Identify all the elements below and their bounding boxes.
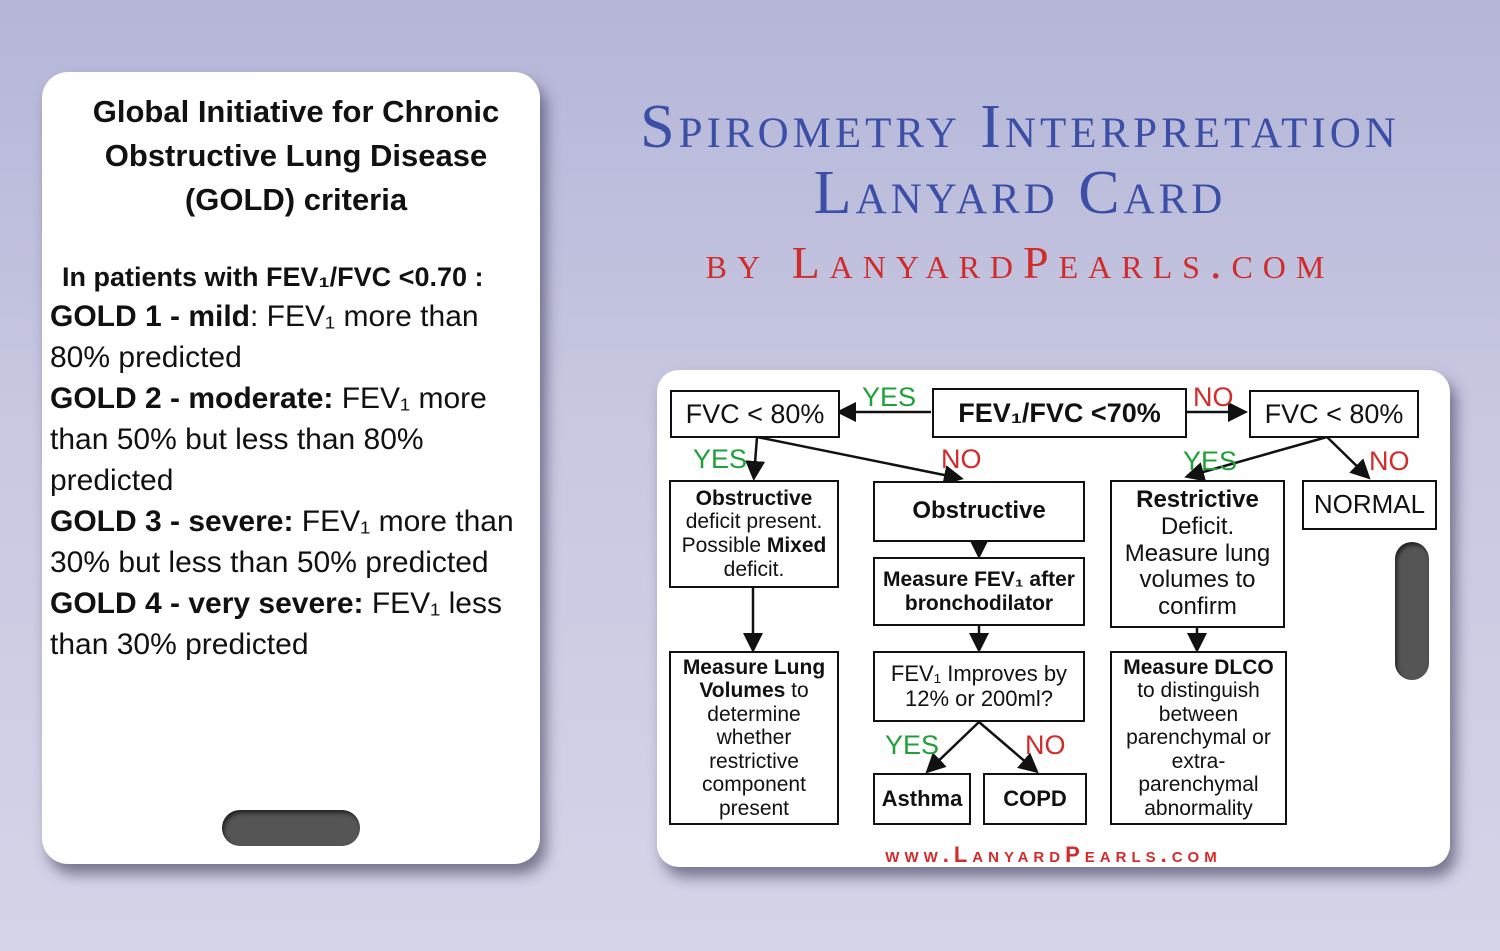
measure-lung-volumes-box (669, 651, 839, 825)
yes-label-left: YES (693, 444, 748, 474)
fvc-left-box: FVC < 80% (670, 390, 840, 438)
obstructive-box: Obstructive (873, 481, 1085, 542)
fev1-improves-box (873, 651, 1085, 722)
gold-intro: In patients with FEV₁/FVC <0.70 : (62, 262, 484, 292)
yes-label-improves: YES (885, 730, 940, 760)
fev1-improves-line1: FEV₁ Improves by (890, 660, 1068, 686)
no-label-improves: NO (1025, 730, 1066, 760)
gold-1-label: GOLD 1 - mild (50, 300, 251, 333)
obstructive-mixed-bold: Obstructive (695, 486, 813, 510)
asthma-box: Asthma (873, 773, 971, 825)
yes-label-top: YES (862, 382, 917, 412)
obstructive-mixed-pre: Possible (681, 534, 767, 557)
arrow-to-mixed (754, 437, 757, 476)
gold-criteria-list (50, 296, 536, 665)
restrictive-box (1110, 480, 1285, 628)
measure-fev1-box (873, 557, 1085, 626)
gold-2 (50, 378, 536, 501)
normal-box: NORMAL (1302, 480, 1437, 530)
obstructive-mixed-line2: deficit present. (685, 510, 823, 534)
gold-4 (50, 583, 536, 665)
measure-fev1-line2: bronchodilator (904, 591, 1054, 615)
measure-dlco-bold: Measure DLCO (1123, 655, 1274, 679)
no-label-right: NO (1369, 446, 1410, 476)
heading-byline: by LanyardPearls.com (705, 237, 1335, 288)
website-footer: www.LanyardPearls.com (885, 842, 1222, 867)
title-line-1: Global Initiative for Chronic (92, 94, 500, 129)
measure-dlco-box (1110, 651, 1287, 825)
gold-criteria-card (42, 72, 540, 864)
heading-line-1: Spirometry Interpretation (640, 93, 1400, 161)
restrictive-rest: Deficit. Measure lung volumes to confirm (1124, 512, 1271, 621)
gold-2-label: GOLD 2 - moderate: (50, 382, 334, 415)
measure-lung-rest: to determine whether restrictive component present (702, 679, 809, 820)
fev1-improves-line2: 12% or 200ml? (905, 685, 1053, 711)
lanyard-slot (222, 810, 360, 846)
title-line-3: (GOLD) criteria (184, 182, 408, 217)
gold-3-text: FEV₁ more than 30% but less than 50% predicted (50, 505, 514, 579)
measure-fev1-line1: Measure FEV₁ after (883, 567, 1075, 591)
no-label-left: NO (941, 444, 982, 474)
arrow-to-obstructive (757, 437, 959, 478)
copd-box: COPD (983, 773, 1087, 825)
gold-3-label: GOLD 3 - severe: (50, 505, 294, 538)
gold-2-text: FEV₁ more than 50% but less than 80% predicted (50, 382, 487, 497)
yes-label-right: YES (1183, 446, 1238, 476)
gold-1 (50, 296, 536, 378)
obstructive-mixed-line4: deficit. (723, 557, 785, 581)
spirometry-flowchart-card (657, 370, 1450, 867)
heading-line-2: Lanyard Card (813, 159, 1227, 227)
restrictive-bold: Restrictive (1136, 485, 1259, 513)
measure-lung-bold: Measure Lung Volumes (682, 655, 826, 703)
lanyard-slot-vertical (1395, 542, 1429, 680)
obstructive-mixed-mixed: Mixed (766, 534, 827, 557)
obstructive-mixed-box (669, 480, 839, 588)
measure-dlco-rest: to distinguish between parenchymal or extra-parenchymal abnormality (1126, 679, 1271, 820)
fvc-right-box: FVC < 80% (1249, 390, 1419, 438)
no-label-top: NO (1193, 382, 1234, 412)
fev1-fvc-box: FEV₁/FVC <70% (932, 388, 1187, 438)
gold-3 (50, 501, 536, 583)
arrow-to-normal (1327, 437, 1367, 476)
gold-1-text: : FEV₁ more than 80% predicted (50, 300, 479, 374)
gold-4-text: FEV₁ less than 30% predicted (50, 587, 502, 661)
title-line-2: Obstructive Lung Disease (104, 138, 488, 173)
gold-4-label: GOLD 4 - very severe: (50, 587, 364, 620)
gold-card-title (42, 90, 540, 222)
